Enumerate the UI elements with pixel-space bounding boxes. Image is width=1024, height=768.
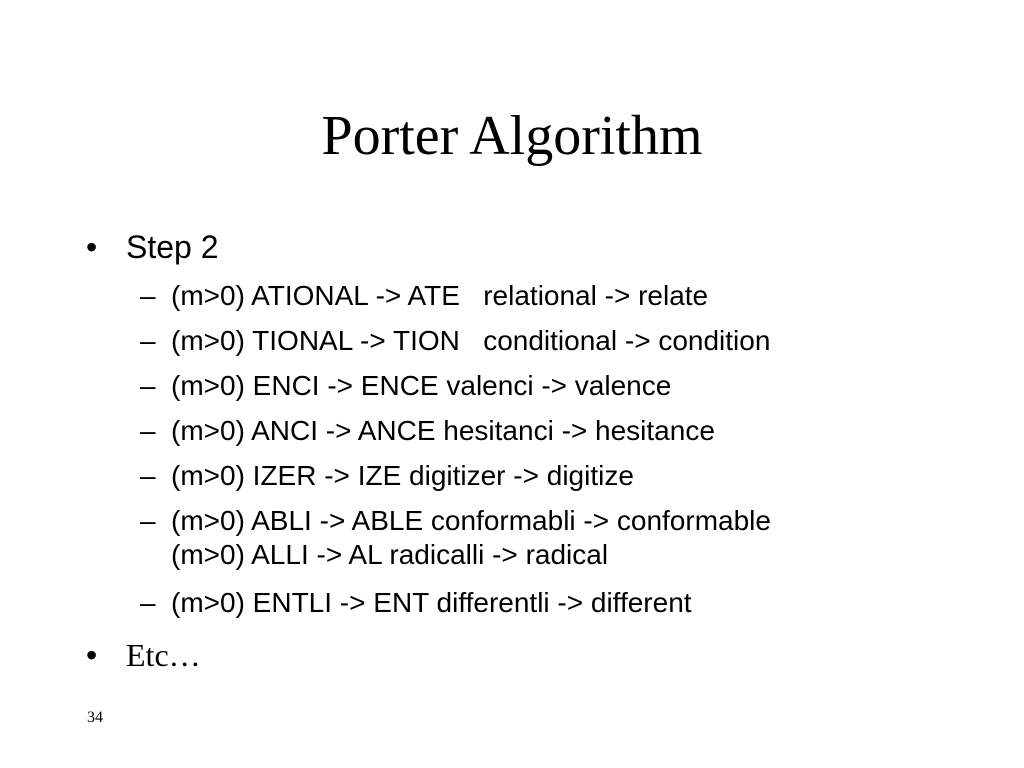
- dash-mark: –: [140, 505, 156, 536]
- sub-item-text: (m>0) ENTLI -> ENT differentli -> different: [171, 587, 692, 618]
- dash-mark: –: [140, 587, 156, 618]
- bullet-text: Etc…: [126, 637, 201, 673]
- sub-item-text: (m>0) ANCI -> ANCE hesitanci -> hesitance: [171, 415, 715, 446]
- dash-mark: –: [140, 460, 156, 491]
- dash-mark: –: [140, 415, 156, 446]
- sub-item-text: (m>0) IZER -> IZE digitizer -> digitize: [171, 460, 634, 491]
- slide-title: Porter Algorithm: [321, 105, 703, 167]
- bullet-mark: •: [86, 637, 98, 673]
- sub-item-text: (m>0) TIONAL -> TION conditional -> condition: [171, 325, 771, 356]
- dash-mark: –: [140, 325, 156, 356]
- bullet-mark: •: [86, 229, 98, 265]
- bullet-text: Step 2: [126, 229, 219, 265]
- dash-mark: –: [140, 370, 156, 401]
- sub-item-text: (m>0) ATIONAL -> ATE relational -> relate: [171, 280, 709, 311]
- page-number: 34: [87, 709, 103, 726]
- dash-mark: –: [140, 280, 156, 311]
- sub-item-text: (m>0) ABLI -> ABLE conformabli -> conformable: [171, 505, 771, 536]
- sub-item-text: (m>0) ENCI -> ENCE valenci -> valence: [171, 370, 672, 401]
- sub-item-continuation-text: (m>0) ALLI -> AL radicalli -> radical: [171, 539, 609, 570]
